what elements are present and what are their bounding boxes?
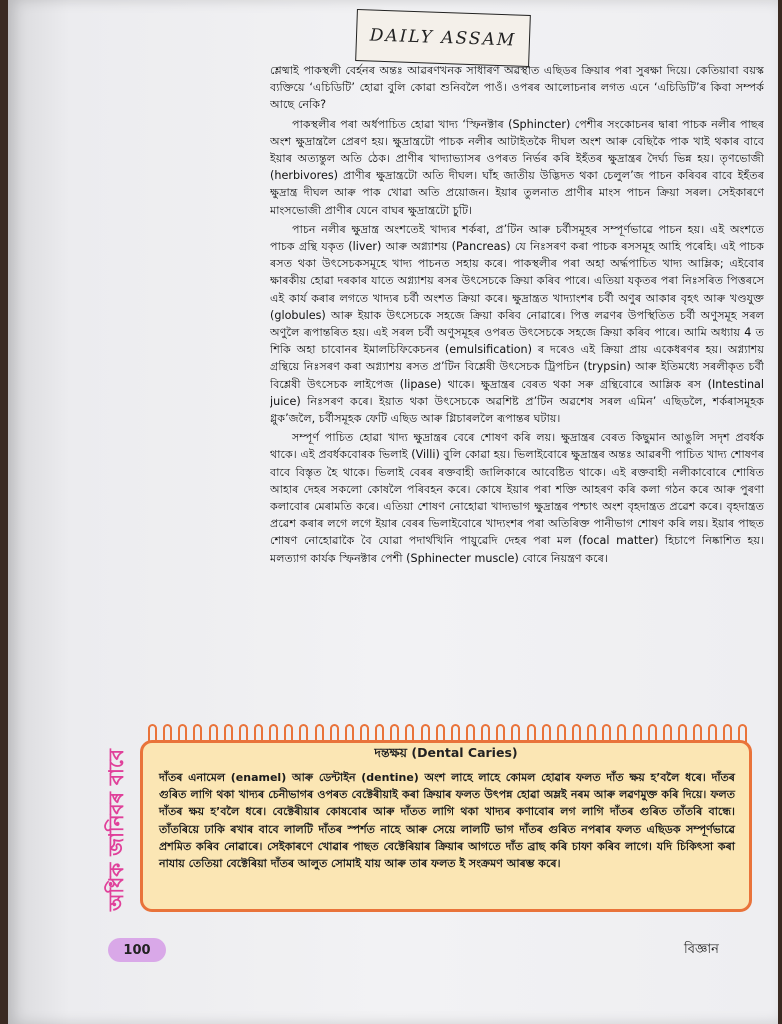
paragraph: পাচন নলীৰ ক্ষুদ্ৰান্ত্ৰ অংশতেই খাদ্যৰ শৰ্কৰা, প্ৰ’টিন আৰু চৰ্বীসমূহৰ সম্পূৰ্ণভাৱে পাচন হয়। এই অংশতে পাচক গ্ৰন্থি যকৃত (liver) আৰু অগ্ন্যাশয় (Pancreas) যে নিঃসৰণ কৰা পাচক ৰসসমূহ আহি পৰেহি। এই পাচক ৰসত থকা উৎসেচকসমূহে খাদ্য পাচনত সহায় কৰে। পাকস্থলীৰ পৰা অহা অৰ্দ্ধপাচিত খাদ্য আম্লিক; এইবোৰ ক্ষাৰকীয় হোৱা দৰকাৰ যাতে অগ্ন্যাশয় ৰসৰ উৎসেচকে ক্ৰিয়া কৰিব পাৰে। এতিয়া যকৃতৰ পৰা নিঃসৰিত পিত্তৰসে এই কাৰ্য কৰাৰ লগতে খাদ্যৰ চৰ্বী অংশত ক্ৰিয়া কৰে। ক্ষুদ্ৰান্ত্ৰত খাদ্যাংশৰ চৰ্বী অণুৰ আকাৰ বৃহৎ আৰু খণ্ডযুক্ত (globules) আৰু ইয়াক উৎসেচকে সহজে ক্ৰিয়া কৰিব নোৱাৰে। পিত্ত লৱণৰ উপস্থিতিত চৰ্বী অণুসমূহ সৰল অণুলৈ ৰূপান্তৰিত হয়। এই সৰল চৰ্বী অণুসমূহৰ ওপৰত উৎসেচকে সহজে ক্ৰিয়া কৰিব পাৰে। আমি অধ্যায় 4 ত শিকি অহা চাবোনৰ ইমালচিফিকেচনৰ (emulsification) ৰ দৰেও এই ক্ৰিয়া প্ৰায় একেধৰণৰ হয়। অগ্ন্যাশয় গ্ৰন্থিয়ে নিঃসৰণ কৰা অগ্ন্যাশয় ৰসত প্ৰ’টিন বিশ্লেষী উৎসেচক ট্ৰিপচিন (trypsin) আৰু ইতিমধ্যে সৰলীকৃত চৰ্বী বিশ্লেষী উৎসেচক লাইপেজ (lipase) থাকে। ক্ষুদ্ৰান্ত্ৰৰ বেৰত থকা সৰু গ্ৰন্থিবোৰে আম্লিক ৰস (Intestinal juice) নিঃসৰণ কৰে। ইয়াত থকা উৎসেচকে অৱশিষ্ট প্ৰ’টিন অৱশেষ সৰল এমিন’ এছিডলৈ, শৰ্কৰাসমূহক গ্লুক’জলৈ, চৰ্বীসমূহক ফেটি এছিড আৰু গ্লিচাৰললৈ ৰূপান্তৰ ঘটায়। (270, 222, 764, 426)
info-box-text: দাঁতৰ এনামেল (enamel) আৰু ডেন্টাইন (dentine) অংশ লাহে লাহে কোমল হোৱাৰ ফলত দাঁত ক্ষয় হ’বলৈ ধৰে। দাঁতৰ গুৰিত লাগি থকা খাদ্যৰ চেনীভাগৰ ওপৰত বেক্টেৰীয়াই কৰা ক্ৰিয়াৰ ফলত উৎপন্ন হোৱা অম্লই নৰম আৰু লৱণমুক্ত কৰি দিয়ে। ফলত দাঁতৰ ক্ষয় হ’বলৈ ধৰে। বেক্টেৰীয়াৰ কোষবোৰ আৰু দাঁতত লাগি থকা খাদ্যৰ কণাবোৰ লগ লাগি দাঁতৰ গুৰিত তাঁতৰি বান্ধে। তাঁতৰিয়ে ঢাকি ৰখাৰ বাবে লালটি দাঁতৰ স্পৰ্শত নাহে আৰু সেয়ে লালটি ভাগ দাঁতৰ গুৰিত নপৰাৰ ফলত এছিডক সম্পূৰ্ণভাৱে প্ৰশমিত কৰিব নোৱাৰে। সেইকাৰণে খোৱাৰ পাছত বেক্টেৰিয়াৰ ক্ৰিয়াৰ আগতে দাঁত ব্ৰাছ কৰি চাফা কৰিব লাগে। যদি চিকিৎসা কৰা নাযায় তেতিয়া বেক্টেৰিয়া দাঁতৰ আলুত সোমাই যায় আৰু তাৰ ফলত ই সংক্ৰমণ আৰম্ভ কৰে। (159, 771, 735, 871)
paragraph: শ্লেষ্মাই পাকস্থলী বেৰ্হনৰ অন্তঃ আৱৰণখনক সাধাৰণ অৱস্থাত এছিডৰ ক্ৰিয়াৰ পৰা সুৰক্ষা দিয়ে। কেতিয়াবা বয়স্ক ব্যক্তিয়ে ‘এচিডিটি’ হোৱা বুলি কোৱা শুনিবলৈ পাওঁ। ওপৰৰ আলোচনাৰ লগত এনে ‘এচিডিটি’ৰ কিবা সম্পৰ্ক আছে নেকি? (270, 64, 764, 112)
info-box-dental-caries (140, 740, 752, 912)
main-body-text (270, 62, 764, 702)
page-number-badge: 100 (108, 938, 166, 962)
footer-subject: বিজ্ঞান (684, 942, 719, 957)
paragraph: সম্পূৰ্ণ পাচিত হোৱা খাদ্য ক্ষুদ্ৰান্ত্ৰৰ বেৰে শোষণ কৰি লয়। ক্ষুদ্ৰান্ত্ৰৰ বেৰত কিছুমান আঙুলি সদৃশ প্ৰবৰ্ধক থাকে। এই প্ৰবৰ্ধকবোৰক ভিলাই (Villi) বুলি কোৱা হয়। ভিলাইবোৰে ক্ষুদ্ৰান্ত্ৰৰ অন্তঃ আৱৰণী পাচিত খাদ্য শোষণৰ বাবে বিস্তৃত হৈ থাকে। ভিলাই বেৰৰ ৰক্তবাহী জালিকাৰে আবেষ্টিত থাকে। এই ৰক্তবাহী নলীকাবোৰে শোষিত আহাৰ দেহৰ সকলো কোষলৈ পৰিবহন কৰে। কোষে ইয়াৰ পৰা শক্তি আহৰণ কৰি কলা গঠন কৰে আৰু পুৰণা কলাবোৰ মেৰামতি কৰে। এতিয়া শোষণ নোহোৱা খাদ্যভাগ ক্ষুদ্ৰান্ত্ৰৰ পশ্চাৎ অংশ বৃহদান্ত্ৰত প্ৰৱেশ কৰে। বৃহদান্ত্ৰত প্ৰৱেশ কৰাৰ লগে লগে ইয়াৰ বেৰৰ ভিলাইবোৰে খাদ্যংশৰ পৰা অতিৰিক্ত পানীভাগ শোষণ কৰি লয়। ইয়াৰ পাছত শোষণ নোহোৱাকৈ বৈ যোৱা পদাৰ্থখিনি পায়ুৱেদি দেহৰ পৰা মল (focal matter) হিচাপে নিষ্কাশিত হয়। মলত্যাগ কাৰ্যক স্ফিনক্টাৰ পেশী (Sphinecter muscle) বোৰে নিয়ন্ত্ৰণ কৰে। (270, 431, 764, 565)
paragraph: পাকস্থলীৰ পৰা অৰ্ধপাচিত হোৱা খাদ্য ‘স্ফিনক্টাৰ (Sphincter) পেশীৰ সংকোচনৰ দ্বাৰা পাচক নলীৰ পাছৰ অংশ ক্ষুদ্ৰান্ত্ৰলৈ প্ৰেৰণ হয়। ক্ষুদ্ৰান্ত্ৰটো পাচক নলীৰ আটাইতকৈ দীঘল অংশ আৰু বেছিকৈ পাক খাই থকাৰ বাবে ইয়াৰ অত্যন্তুল অতি ঠেক। প্ৰাণীৰ খাদ্যাভ্যাসৰ ওপৰত নিৰ্ভৰ কৰি ইহঁতৰ ক্ষুদ্ৰান্ত্ৰৰ দৈৰ্ঘ্য ভিন্ন হয়। তৃণভোজী (herbivores) প্ৰাণীৰ ক্ষুদ্ৰান্ত্ৰটো অতি দীঘল। ঘাঁহ জাতীয় উদ্ভিদত থকা চেলুল’জ পাচন কৰিবৰ বাবে ইহঁতৰ ক্ষুদ্ৰান্ত্ৰ দীঘল আৰু পাক খোৱা অতি প্ৰয়োজন। ইয়াৰ তুলনাত প্ৰাণীৰ মাংস পাচন ক্ৰিয়া সৰল। সেইকাৰণে মাংসভোজী প্ৰাণীৰ যেনে বাঘৰ ক্ষুদ্ৰান্ত্ৰটো চুটি। (270, 117, 764, 217)
watermark-stamp: DAILY ASSAM (355, 9, 531, 67)
info-box-title: দন্তক্ষয় (Dental Caries) (374, 745, 518, 760)
side-label-learn-more: অধিক জানিবৰ বাবে (104, 749, 128, 912)
textbook-page (8, 0, 778, 1024)
